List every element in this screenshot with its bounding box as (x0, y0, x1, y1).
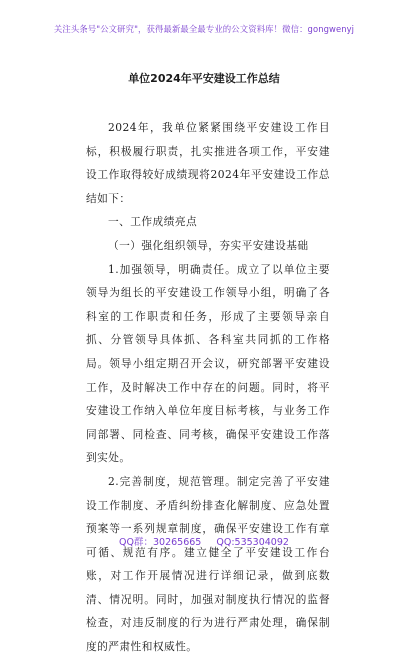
intro-paragraph: 2024年，我单位紧紧围绕平安建设工作目标，积极履行职责，扎实推进各项工作，平安建设工作取得较好成绩现将2024年平安建设工作总结如下： (86, 121, 330, 205)
footer-qq-group: QQ群：30265665 (119, 537, 202, 548)
document-body (86, 116, 330, 659)
footer-qq: QQ:535304092 (216, 537, 289, 548)
subsection-heading: （一）强化组织领导，夯实平安建设基础 (108, 238, 309, 252)
section-heading: 一、工作成绩亮点 (108, 215, 198, 229)
document-title: 单位2024年平安建设工作总结 (128, 72, 280, 85)
item-paragraph-2: 2.完善制度，规范管理。制定完善了平安建设工作制度、矛盾纠纷排查化解制度、应急处置预案等一系列规章制度，确保平安建设工作有章可循、规范有序。建立健全了平安建设工作台账，对工作开展情况进行详细记录，做到底数清、情况明。同时，加强对制度执行情况的监督检查，对违反制度的行为进行严肃处理，确保制度的严肃性和权威性。 (86, 474, 330, 654)
footer-contacts (0, 534, 408, 548)
item-paragraph-1: 1.加强领导，明确责任。成立了以单位主要领导为组长的平安建设工作领导小组，明确了各科室的工作职责和任务，形成了主要领导亲自抓、分管领导具体抓、各科室共同抓的工作格局。领导小组定期召开会议，研究部署平安建设工作，及时解决工作中存在的问题。同时，将平安建设工作纳入单位年度目标考核，与业务工作同部署、同检查、同考核，确保平安建设工作落到实处。 (86, 262, 330, 465)
header-banner: 关注头条号"公文研究"，获得最新最全最专业的公文资料库！微信：gongwenyj (53, 24, 355, 34)
